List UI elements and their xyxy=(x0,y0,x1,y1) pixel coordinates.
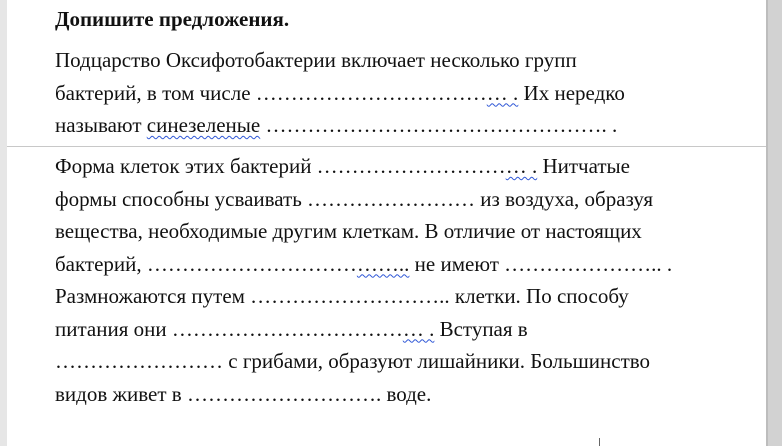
text-run: Их нередко xyxy=(518,80,625,105)
paragraph-2-line-1 xyxy=(55,150,763,183)
paragraph-1-line-1: Подцарство Оксифотобактерии включает несколько групп xyxy=(55,48,577,72)
paragraph-2 xyxy=(55,150,763,410)
spellcheck-underlined-text[interactable]: … . xyxy=(402,316,435,341)
page-left-margin xyxy=(0,0,7,446)
paragraph-1-line-2 xyxy=(55,77,763,110)
text-run: бактерий, ………………………… xyxy=(55,251,357,276)
paragraph-1-line-3 xyxy=(55,109,763,142)
spellcheck-underlined-text[interactable]: … . xyxy=(486,80,519,105)
paragraph-2-line-8: видов живет в ………………………. воде. xyxy=(55,381,432,406)
text-run: Форма клеток этих бактерий ……………………… xyxy=(55,154,506,178)
spellcheck-underlined-text[interactable]: … . xyxy=(505,154,538,178)
paragraph-2-line-7: …………………… с грибами, образуют лишайники. Большинство xyxy=(55,349,651,373)
task-heading: Допишите предложения. xyxy=(55,7,290,31)
paragraph-2-line-5: Размножаются путем ……………………….. клетки. По способу xyxy=(55,284,629,308)
text-run: питания они …………………………… xyxy=(55,316,403,341)
text-run: называют xyxy=(55,113,147,137)
text-run: Нитчатые xyxy=(537,154,630,178)
spellcheck-underlined-text[interactable]: …….. xyxy=(356,251,410,276)
page-break-divider xyxy=(7,146,766,147)
text-run: бактерий, в том числе …………………………… xyxy=(55,80,487,105)
paragraph-2-line-4 xyxy=(55,248,763,281)
text-run: …………………………………………. . xyxy=(260,113,618,137)
spellcheck-underlined-text[interactable]: синезеленые xyxy=(146,113,261,137)
paragraph-2-line-6 xyxy=(55,313,763,346)
paragraph-1 xyxy=(55,44,763,142)
text-run: Вступая в xyxy=(434,316,528,341)
page-right-margin xyxy=(768,0,782,446)
paragraph-2-line-3: вещества, необходимые другим клеткам. В отличие от настоящих xyxy=(55,219,642,243)
text-cursor-icon xyxy=(599,438,600,446)
paragraph-2-line-2: формы способны усваивать …………………… из воздуха, образуя xyxy=(55,186,654,211)
text-run: не имеют ………………….. . xyxy=(409,251,673,276)
